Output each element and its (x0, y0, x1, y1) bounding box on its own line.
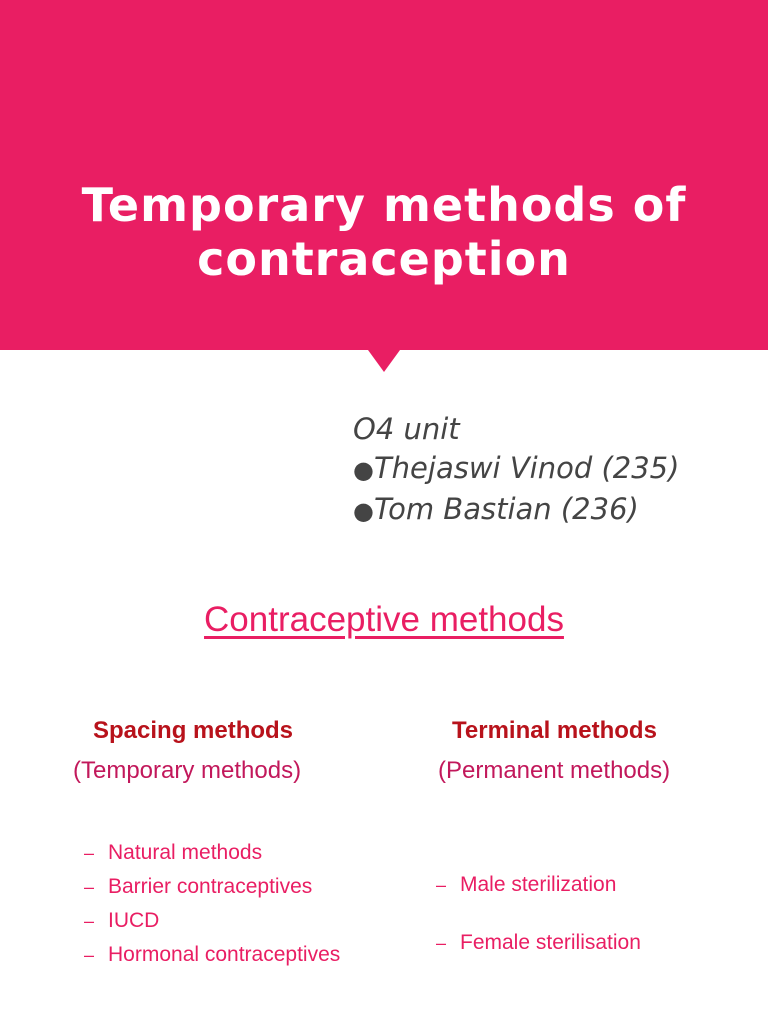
list-item-label: IUCD (108, 909, 160, 932)
slide-title (0, 178, 768, 286)
list-item (84, 938, 340, 972)
dash-marker: – (436, 875, 447, 895)
list-item-label: Natural methods (108, 841, 263, 864)
bullet-icon: ● (353, 456, 374, 484)
list-item (436, 914, 641, 972)
bullet-icon: ● (353, 497, 374, 525)
spacing-methods-title: Spacing methods (93, 717, 294, 744)
list-item (84, 870, 340, 904)
terminal-methods-list (436, 856, 641, 972)
banner-pointer (368, 350, 400, 372)
dash-marker: – (436, 933, 447, 953)
section-heading: Contraceptive methods (204, 600, 564, 639)
dash-marker: – (84, 877, 95, 897)
list-item (84, 904, 340, 938)
list-item-label: Barrier contraceptives (108, 875, 313, 898)
presenter-item (353, 449, 679, 490)
terminal-methods-subtitle: (Permanent methods) (438, 757, 671, 784)
dash-marker: – (84, 843, 95, 863)
slide-title-line-2: contraception (197, 232, 571, 286)
title-banner (0, 0, 768, 350)
presenter-name: Tom Bastian (236) (373, 492, 639, 526)
list-item (84, 836, 340, 870)
presenter-block (353, 410, 679, 531)
list-item-label: Male sterilization (460, 873, 617, 896)
dash-marker: – (84, 945, 95, 965)
spacing-methods-subtitle: (Temporary methods) (73, 757, 302, 784)
presenter-item (353, 490, 679, 531)
terminal-methods-title: Terminal methods (452, 717, 657, 744)
spacing-methods-list (84, 836, 340, 972)
list-item (436, 856, 641, 914)
unit-label: O4 unit (353, 412, 460, 446)
list-item-label: Hormonal contraceptives (108, 943, 341, 966)
dash-marker: – (84, 911, 95, 931)
slide-title-line-1: Temporary methods of (81, 178, 687, 232)
presenter-name: Thejaswi Vinod (235) (373, 451, 680, 485)
list-item-label: Female sterilisation (460, 931, 641, 954)
